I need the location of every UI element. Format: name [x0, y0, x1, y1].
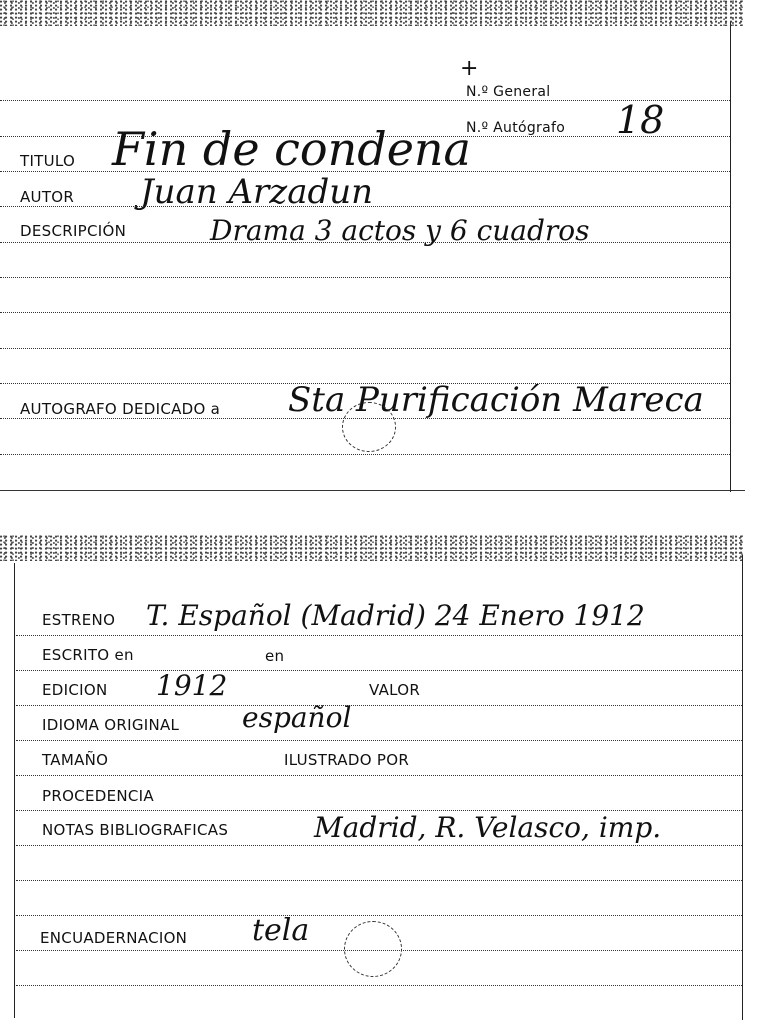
idioma-value: español [242, 701, 352, 734]
rule [16, 985, 742, 986]
rule [16, 670, 742, 671]
titulo-value: Fin de condena [112, 122, 471, 176]
estreno-label: ESTRENO [42, 611, 116, 629]
card-right-border [742, 555, 743, 1020]
rule [0, 206, 730, 207]
descripcion-label: DESCRIPCIÓN [20, 222, 127, 240]
rule [0, 348, 730, 349]
valor-label: VALOR [369, 681, 421, 699]
edicion-label: EDICION [42, 681, 108, 699]
rule [0, 418, 730, 419]
catalog-card-bottom [0, 535, 745, 1020]
torn-top-edge [0, 0, 745, 26]
escrito-label: ESCRITO en [42, 646, 134, 664]
rule [0, 312, 730, 313]
punch-hole-icon [342, 402, 396, 452]
encuadernacion-label: ENCUADERNACION [40, 929, 188, 947]
card-right-border [730, 22, 731, 492]
card-bottom-border [0, 490, 745, 491]
edicion-value: 1912 [156, 669, 228, 702]
encuadernacion-value: tela [252, 913, 310, 948]
descripcion-value: Drama 3 actos y 6 cuadros [210, 214, 590, 247]
punch-hole-icon [344, 921, 402, 977]
idioma-label: IDIOMA ORIGINAL [42, 716, 180, 734]
plus-mark-icon: + [460, 56, 479, 81]
rule [16, 950, 742, 951]
rule [16, 845, 742, 846]
escrito-en-label: en [265, 647, 285, 665]
torn-top-edge [0, 535, 745, 561]
rule [16, 775, 742, 776]
rule [16, 915, 742, 916]
dedicado-label: AUTOGRAFO DEDICADO a [20, 400, 221, 418]
estreno-value: T. Español (Madrid) 24 Enero 1912 [146, 599, 645, 632]
rule [0, 277, 730, 278]
dedicado-value: Sta Purificación Mareca [288, 380, 704, 420]
rule [16, 705, 742, 706]
tamano-label: TAMAÑO [42, 751, 109, 769]
procedencia-label: PROCEDENCIA [42, 787, 154, 805]
autografo-label: N.º Autógrafo [466, 120, 566, 136]
rule [16, 635, 742, 636]
autor-value: Juan Arzadun [140, 172, 374, 212]
rule [0, 242, 730, 243]
autor-label: AUTOR [20, 188, 75, 206]
autografo-number: 18 [616, 98, 665, 142]
ilustrado-label: ILUSTRADO POR [284, 751, 410, 769]
general-label: N.º General [466, 84, 551, 100]
rule [16, 880, 742, 881]
rule [16, 740, 742, 741]
card-left-border [14, 563, 15, 1018]
rule [0, 454, 730, 455]
notas-value: Madrid, R. Velasco, imp. [314, 811, 662, 844]
titulo-label: TITULO [20, 152, 76, 170]
catalog-card-top [0, 0, 745, 495]
notas-label: NOTAS BIBLIOGRAFICAS [42, 821, 229, 839]
